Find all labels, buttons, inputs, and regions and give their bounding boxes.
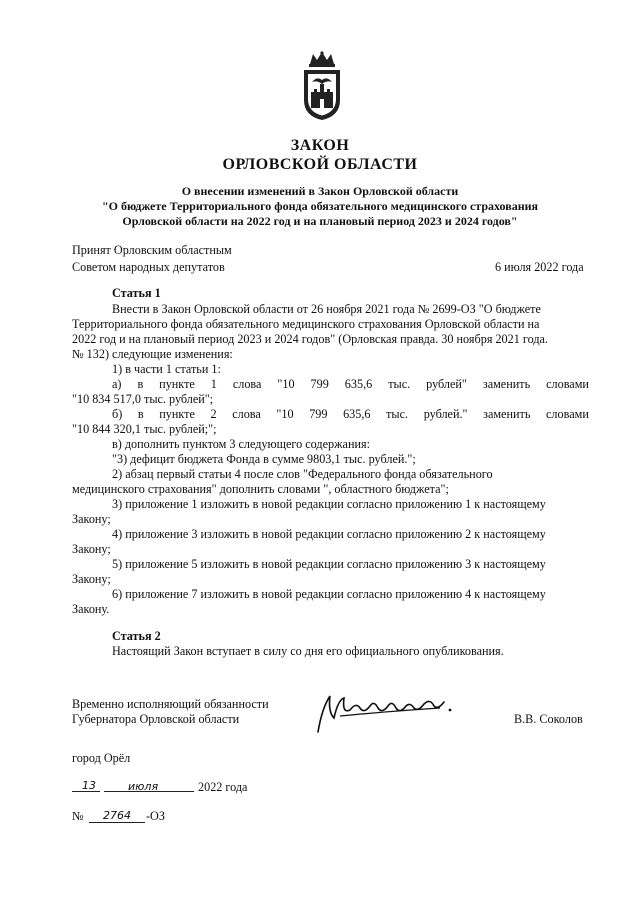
word: 2 <box>210 407 217 421</box>
item6-line1: 6) приложение 7 изложить в новой редакции согласно приложению 4 к настоящему <box>112 587 546 601</box>
word: пункте <box>159 377 195 391</box>
item4-line2: Закону; <box>72 542 111 556</box>
item-b-line1 <box>112 407 589 422</box>
date-month: июля <box>128 780 159 793</box>
item-a-line1 <box>112 377 589 392</box>
doc-subtitle-line3: Орловской области на 2022 год и на плановый период 2023 и 2024 годов" <box>122 214 518 228</box>
article1-heading: Статья 1 <box>112 286 161 300</box>
date-day: 13 <box>82 779 96 792</box>
number-suffix: -ОЗ <box>146 809 165 823</box>
word: "10 <box>277 377 295 391</box>
word: заменить <box>483 407 531 421</box>
word: словами <box>546 407 589 421</box>
word: пункте <box>159 407 195 421</box>
article2-heading: Статья 2 <box>112 629 161 643</box>
item-b-line2: "10 844 320,1 тыс. рублей;"; <box>72 422 217 436</box>
item3-line2: Закону; <box>72 512 111 526</box>
word: 799 <box>310 377 329 391</box>
item1: 1) в части 1 статьи 1: <box>112 362 221 376</box>
word: рублей" <box>426 377 467 391</box>
number-prefix: № <box>72 809 84 823</box>
word: слова <box>232 377 262 391</box>
word: б) <box>112 407 123 421</box>
word: а) <box>112 377 122 391</box>
item-a-line2: "10 834 517,0 тыс. рублей"; <box>72 392 214 406</box>
date-year: 2022 года <box>198 780 248 794</box>
word: в <box>137 407 144 421</box>
article1-intro-line4: № 132) следующие изменения: <box>72 347 233 361</box>
word: тыс. <box>388 377 411 391</box>
word: тыс. <box>386 407 409 421</box>
handwritten-signature <box>300 688 460 738</box>
city: город Орёл <box>72 751 131 765</box>
article1-intro-line1: Внести в Закон Орловской области от 26 ноября 2021 года № 2699-ОЗ "О бюджете <box>112 302 541 316</box>
item-c-quote: "3) дефицит бюджета Фонда в сумме 9803,1 тыс. рублей."; <box>112 452 416 466</box>
item5-line2: Закону; <box>72 572 111 586</box>
doc-title-line1: ЗАКОН <box>290 137 350 154</box>
word: рублей." <box>423 407 468 421</box>
word: в <box>137 377 144 391</box>
signatory-name: В.В. Соколов <box>514 712 583 726</box>
adoption-line1: Принят Орловским областным <box>72 243 232 257</box>
adoption-date: 6 июля 2022 года <box>495 260 584 274</box>
item-c: в) дополнить пунктом 3 следующего содержания: <box>112 437 370 451</box>
word: слова <box>232 407 261 421</box>
word: 1 <box>210 377 217 391</box>
law-number: 2764 <box>103 809 131 822</box>
doc-subtitle-line2: "О бюджете Территориального фонда обязательного медицинского страхования <box>101 199 539 213</box>
word: словами <box>546 377 589 391</box>
item6-line2: Закону. <box>72 602 110 616</box>
word: заменить <box>482 377 531 391</box>
article1-intro-line3: 2022 год и на плановый период 2023 и 2024 годов" (Орловская правда. 30 ноября 2021 года. <box>72 332 548 346</box>
doc-subtitle-line1: О внесении изменений в Закон Орловской области <box>181 184 459 198</box>
item4-line1: 4) приложение 3 изложить в новой редакции согласно приложению 2 к настоящему <box>112 527 546 541</box>
signatory-role-line1: Временно исполняющий обязанности <box>72 697 269 711</box>
orel-coat-of-arms-icon <box>297 50 347 122</box>
adoption-line2: Советом народных депутатов <box>72 260 225 274</box>
item2-line1: 2) абзац первый статьи 4 после слов "Федерального фонда обязательного <box>112 467 493 481</box>
signatory-role-line2: Губернатора Орловской области <box>72 712 240 726</box>
doc-title-line2: ОРЛОВСКОЙ ОБЛАСТИ <box>222 156 418 173</box>
article1-intro-line2: Территориального фонда обязательного медицинского страхования Орловской области на <box>72 317 540 331</box>
word: 635,6 <box>344 377 373 391</box>
item2-line2: медицинского страхования" дополнить словами ", областного бюджета"; <box>72 482 449 496</box>
word: "10 <box>276 407 294 421</box>
word: 635,6 <box>343 407 371 421</box>
article2-text: Настоящий Закон вступает в силу со дня его официального опубликования. <box>112 644 504 658</box>
item5-line1: 5) приложение 5 изложить в новой редакции согласно приложению 3 к настоящему <box>112 557 546 571</box>
word: 799 <box>309 407 328 421</box>
item3-line1: 3) приложение 1 изложить в новой редакции согласно приложению 1 к настоящему <box>112 497 546 511</box>
